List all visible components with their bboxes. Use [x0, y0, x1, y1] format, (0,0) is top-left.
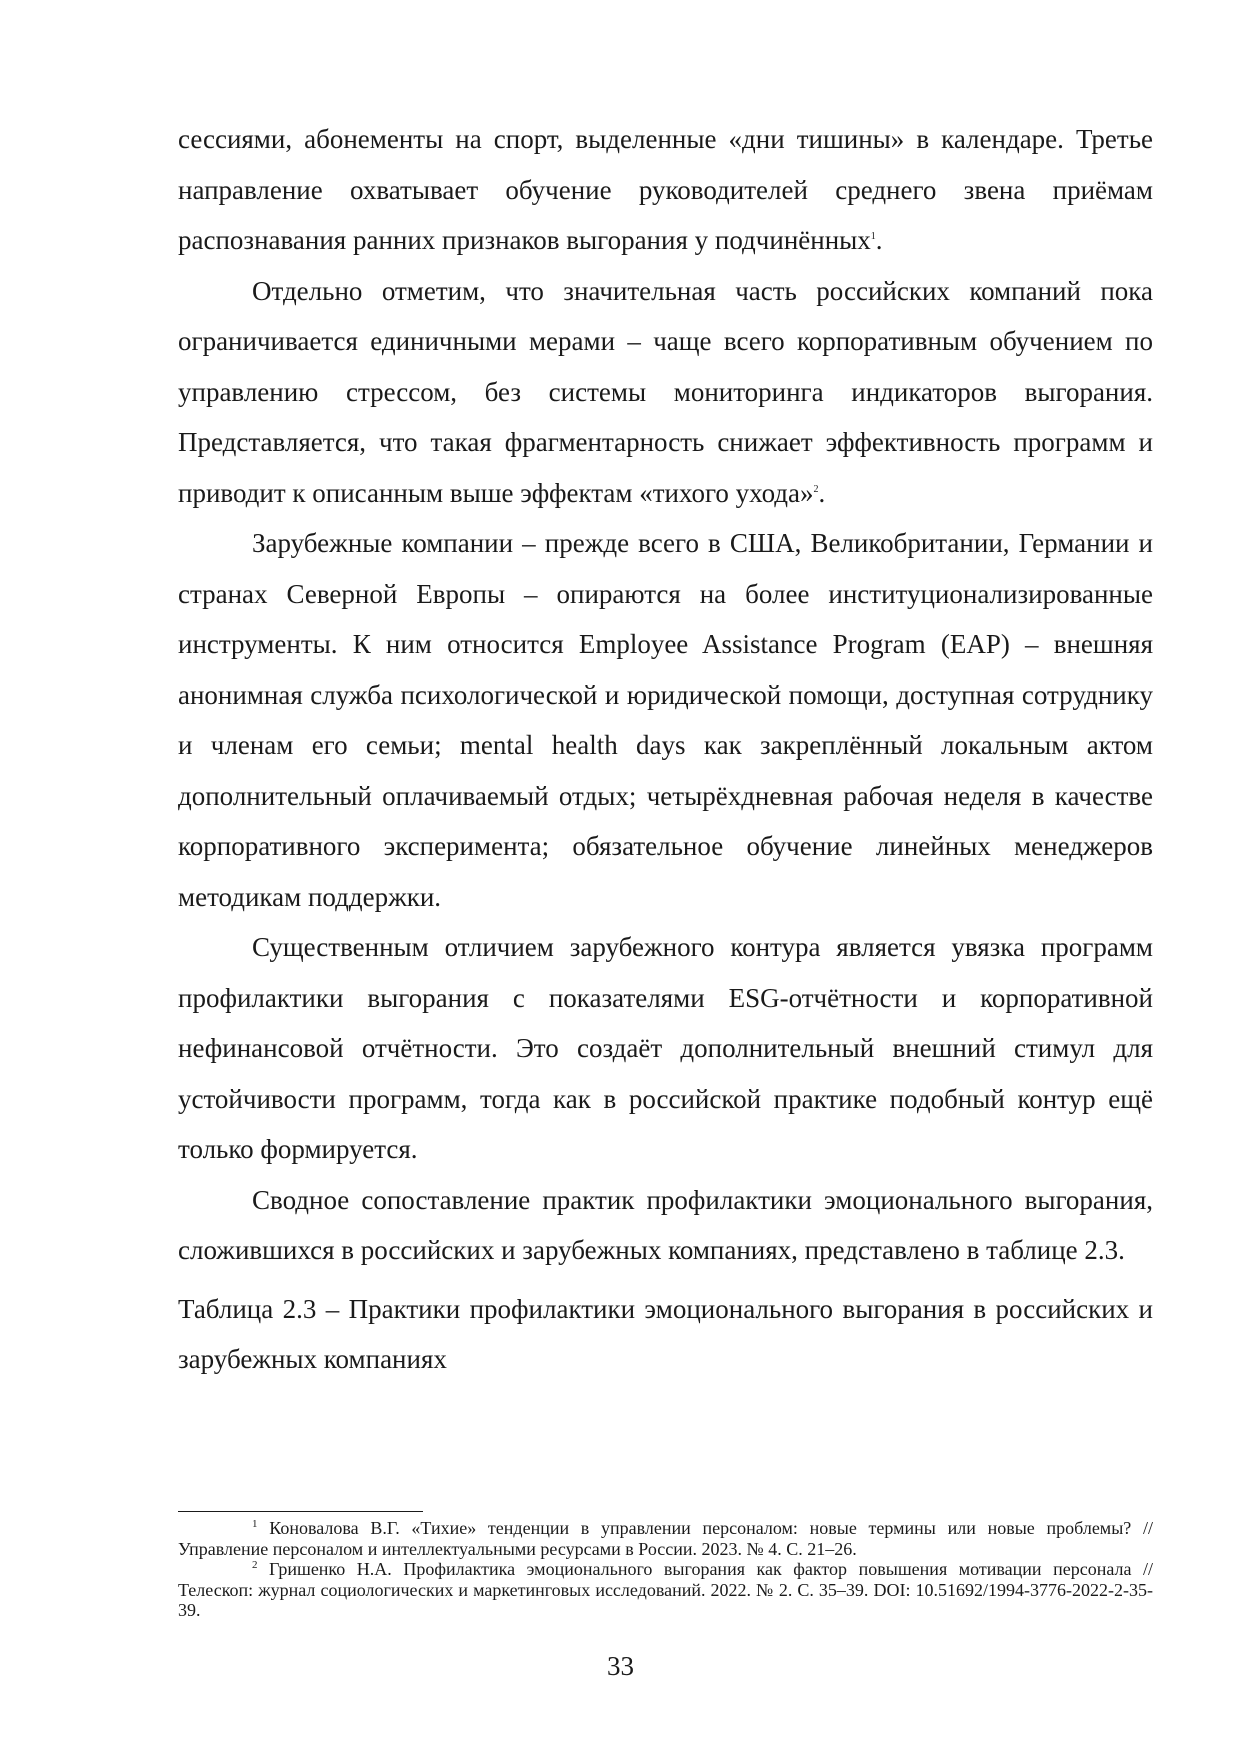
footnote-ref-1[interactable]: 1	[870, 231, 876, 242]
footnote-2-text: Гришенко Н.А. Профилактика эмоционального выгорания как фактор повышения мотивации персонала // Телескоп: журнал социологических и маркетинговых исследований. 2022. № 2. С. 35–39. DOI: 10.51692/1994-3776-2022-2-35-39.	[178, 1559, 1154, 1620]
paragraph-1-text: сессиями, абонементы на спорт, выделенные «дни тишины» в календаре. Третье направление охватывает обучение руководителей среднего звена приёмам распознавания ранних признаков выгорания у подчинённых	[178, 124, 1153, 255]
document-body	[178, 114, 1153, 1385]
footnote-2-number: 2	[252, 1559, 258, 1571]
paragraph-3: Зарубежные компании – прежде всего в США, Великобритании, Германии и странах Северной Европы – опираются на более институционализированные инструменты. К ним относится Employee Assistance Program (EAP) – внешняя анонимная служба психологической и юридической помощи, доступная сотруднику и членам его семьи; mental health days как закреплённый локальным актом дополнительный оплачиваемый отдых; четырёхдневная рабочая неделя в качестве корпоративного эксперимента; обязательное обучение линейных менеджеров методикам поддержки.	[178, 528, 1153, 912]
footnote-1	[178, 1518, 1153, 1559]
footnote-1-number: 1	[252, 1518, 258, 1530]
table-caption: Таблица 2.3 – Практики профилактики эмоционального выгорания в российских и зарубежных компаниях	[178, 1293, 1153, 1374]
paragraph-5: Сводное сопоставление практик профилактики эмоционального выгорания, сложившихся в российских и зарубежных компаниях, представлено в таблице 2.3.	[178, 1184, 1153, 1265]
footnote-1-text: Коновалова В.Г. «Тихие» тенденции в управлении персоналом: новые термины или новые проблемы? // Управление персоналом и интеллектуальными ресурсами в России. 2023. № 4. С. 21–26.	[178, 1518, 1153, 1559]
paragraph-2-text: Отдельно отметим, что значительная часть российских компаний пока ограничивается единичными мерами – чаще всего корпоративным обучением по управлению стрессом, без системы мониторинга индикаторов выгорания. Представляется, что такая фрагментарность снижает эффективность программ и приводит к описанным выше эффектам «тихого ухода»	[178, 275, 1153, 508]
paragraph-4: Существенным отличием зарубежного контура является увязка программ профилактики выгорания с показателями ESG-отчётности и корпоративной нефинансовой отчётности. Это создаёт дополнительный внешний стимул для устойчивости программ, тогда как в российской практике подобный контур ещё только формируется.	[178, 932, 1153, 1164]
paragraph-2	[178, 266, 1153, 519]
page-number: 33	[607, 1651, 634, 1681]
paragraph-1	[178, 114, 1153, 266]
footnotes	[178, 1511, 1153, 1621]
footnote-separator	[178, 1511, 423, 1512]
paragraph-2-end: .	[818, 477, 826, 508]
paragraph-1-end: .	[875, 225, 883, 255]
footnote-2	[178, 1559, 1153, 1621]
footnote-ref-2[interactable]: 2	[813, 483, 819, 495]
